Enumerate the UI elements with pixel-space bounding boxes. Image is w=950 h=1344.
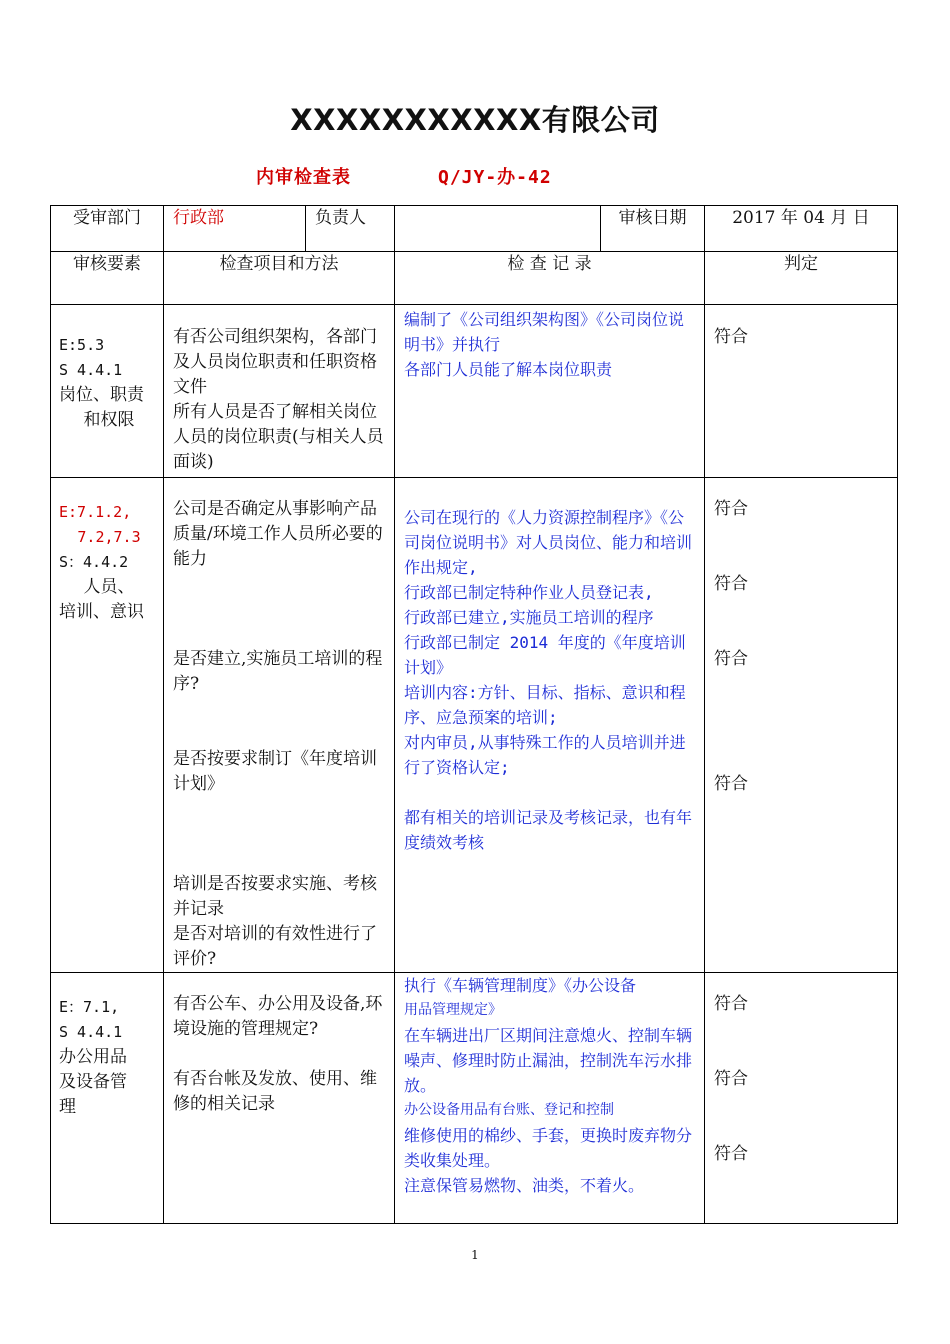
record-line: 办公设备用品有台账、登记和控制: [404, 1102, 614, 1118]
record-line: 行政部已建立,实施员工培训的程序: [404, 608, 654, 627]
records-cell: [395, 973, 705, 1224]
col-header-items: 检查项目和方法: [164, 252, 395, 305]
clause-title: 培训、意识: [59, 602, 144, 622]
check-items-cell: [164, 973, 395, 1224]
clause-title: 办公用品: [59, 1047, 127, 1067]
check-items-cell: [164, 478, 395, 973]
column-header-row: [51, 252, 898, 305]
clause-code: S：4.4.2: [59, 553, 129, 571]
check-items-cell: [164, 305, 395, 478]
dept-value: 行政部: [164, 206, 306, 252]
record-line: 对内审员,从事特殊工作的人员培训并进行了资格认定;: [404, 733, 686, 777]
col-header-records: 检 查 记 录: [395, 252, 705, 305]
clause-code: E：7.1,: [59, 998, 120, 1016]
verdict: 符合: [714, 499, 748, 519]
clause-cell: [51, 478, 164, 973]
check-item: 所有人员是否了解相关岗位人员的岗位职责(与相关人员面谈): [173, 402, 384, 472]
record-line: 用品管理规定》: [404, 1002, 502, 1018]
records-cell: [395, 478, 705, 973]
record-line: 各部门人员能了解本岗位职责: [404, 360, 613, 379]
verdict: 符合: [714, 649, 748, 669]
dept-label: 受审部门: [51, 206, 164, 252]
section-row-office-equipment: [51, 973, 898, 1224]
audit-checklist-table: [50, 205, 898, 1224]
check-item: 是否建立,实施员工培训的程序?: [173, 649, 383, 694]
section-row-training: [51, 478, 898, 973]
clause-code: S 4.4.1: [59, 361, 123, 379]
check-item: 公司是否确定从事影响产品质量/环境工作人员所必要的能力: [173, 499, 383, 569]
clause-title: 及设备管: [59, 1072, 127, 1092]
verdict: 符合: [714, 1069, 748, 1089]
form-name: 内审检查表: [256, 167, 351, 188]
verdict-cell: [705, 973, 898, 1224]
date-label: 审核日期: [601, 206, 705, 252]
company-title: XXXXXXXXXXX有限公司: [290, 103, 660, 137]
date-value: 2017 年 04 月 日: [705, 206, 898, 252]
check-item: 是否对培训的有效性进行了评价?: [173, 924, 377, 969]
verdict-cell: [705, 305, 898, 478]
record-line: 培训内容:方针、目标、指标、意识和程序、应急预案的培训;: [404, 683, 686, 727]
check-item: 培训是否按要求实施、考核并记录: [173, 874, 377, 919]
record-line: 执行《车辆管理制度》《办公设备: [404, 976, 637, 995]
verdict: 符合: [714, 1144, 748, 1164]
section-row-positions: [51, 305, 898, 478]
col-header-verdict: 判定: [705, 252, 898, 305]
verdict: 符合: [714, 994, 748, 1014]
header-row: [51, 206, 898, 252]
check-item: 是否按要求制订《年度培训计划》: [173, 749, 377, 794]
owner-value: [395, 206, 601, 252]
check-item: 有否公车、办公用及设备,环境设施的管理规定?: [173, 994, 383, 1039]
verdict: 符合: [714, 327, 748, 347]
clause-cell: [51, 305, 164, 478]
record-line: 公司在现行的《人力资源控制程序》《公司岗位说明书》对人员岗位、能力和培训作出规定,: [404, 508, 693, 577]
clause-title: 岗位、职责: [59, 385, 144, 405]
verdict: 符合: [714, 774, 748, 794]
verdict-cell: [705, 478, 898, 973]
form-code: Q/JY-办-42: [438, 167, 552, 188]
record-line: 编制了《公司组织架构图》《公司岗位说明书》并执行: [404, 310, 685, 354]
clause-title: 和权限: [83, 410, 135, 430]
clause-cell: [51, 973, 164, 1224]
record-line: 注意保管易燃物、油类，不着火。: [404, 1176, 645, 1195]
record-line: 都有相关的培训记录及考核记录，也有年度绩效考核: [404, 808, 693, 852]
clause-code: E:7.1.2,: [59, 503, 132, 521]
records-cell: [395, 305, 705, 478]
record-line: 行政部已制定特种作业人员登记表,: [404, 583, 654, 602]
check-item: 有否台帐及发放、使用、维修的相关记录: [173, 1069, 377, 1114]
record-line: 行政部已制定 2014 年度的《年度培训计划》: [404, 633, 686, 677]
clause-code: S 4.4.1: [59, 1023, 123, 1041]
col-header-element: 审核要素: [51, 252, 164, 305]
clause-title: 人员、: [83, 577, 135, 597]
check-item: 有否公司组织架构，各部门及人员岗位职责和任职资格文件: [173, 327, 377, 397]
clause-code: 7.2,7.3: [77, 528, 141, 546]
page-number: 1: [471, 1248, 479, 1262]
owner-label: 负责人: [306, 206, 395, 252]
record-line: 维修使用的棉纱、手套，更换时废弃物分类收集处理。: [404, 1126, 693, 1170]
record-line: 在车辆进出厂区期间注意熄火、控制车辆噪声、修理时防止漏油，控制洗车污水排放。: [404, 1026, 693, 1095]
clause-code: E:5.3: [59, 336, 105, 354]
verdict: 符合: [714, 574, 748, 594]
clause-title: 理: [59, 1097, 76, 1117]
